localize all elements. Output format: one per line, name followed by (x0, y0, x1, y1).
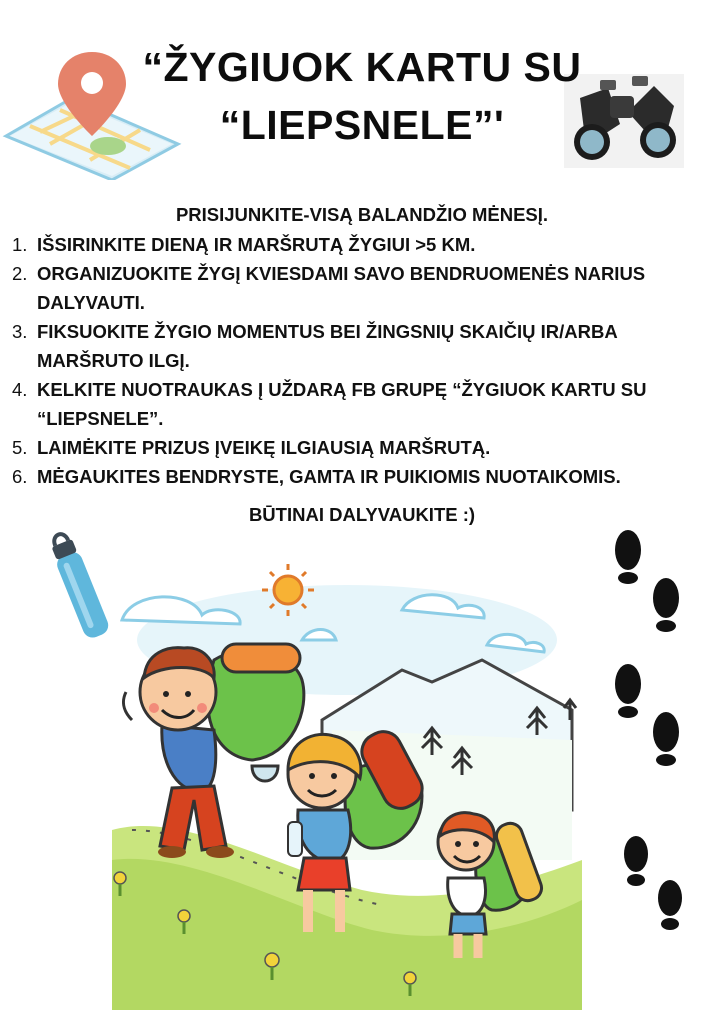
poster-title (120, 38, 604, 154)
step-number: 3. (12, 321, 28, 342)
title-line-2: “LIEPSNELE”' (219, 102, 505, 148)
step-text: KELKITE NUOTRAUKAS Į UŽDARĄ FB GRUPĘ “ŽYGIUOK KARTU SU “LIEPSNELE”. (37, 379, 647, 429)
footprints-icon (600, 524, 710, 934)
closing-text: BŪTINAI DALYVAUKITE :) (248, 504, 476, 525)
step-item (12, 375, 720, 433)
step-number: 5. (12, 437, 28, 458)
intro-text: PRISIJUNKITE-VISĄ BALANDŽIO MĖNESĮ. (175, 204, 549, 225)
step-item (12, 230, 720, 259)
step-text: MĖGAUKITES BENDRYSTE, GAMTA IR PUIKIOMIS NUOTAIKOMIS. (37, 466, 621, 487)
step-number: 2. (12, 263, 28, 284)
step-item (12, 433, 720, 462)
step-text: FIKSUOKITE ŽYGIO MOMENTUS BEI ŽINGSNIŲ SKAIČIŲ IR/ARBA MARŠRUTO ILGĮ. (37, 321, 618, 371)
step-number: 4. (12, 379, 28, 400)
step-text: LAIMĖKITE PRIZUS ĮVEIKĘ ILGIAUSIĄ MARŠRUTĄ. (37, 437, 491, 458)
step-number: 1. (12, 234, 28, 255)
hiking-family-illustration (102, 560, 602, 1010)
step-text: ORGANIZUOKITE ŽYGĮ KVIESDAMI SAVO BENDRUOMENĖS NARIUS DALYVAUTI. (37, 263, 646, 313)
step-text: IŠSIRINKITE DIENĄ IR MARŠRUTĄ ŽYGIUI >5 KM. (37, 234, 476, 255)
step-item (12, 462, 720, 491)
steps-list (12, 230, 720, 491)
step-item (12, 317, 720, 375)
step-number: 6. (12, 466, 28, 487)
step-item (12, 259, 720, 317)
title-line-1: “ŽYGIUOK KARTU SU (142, 44, 582, 90)
